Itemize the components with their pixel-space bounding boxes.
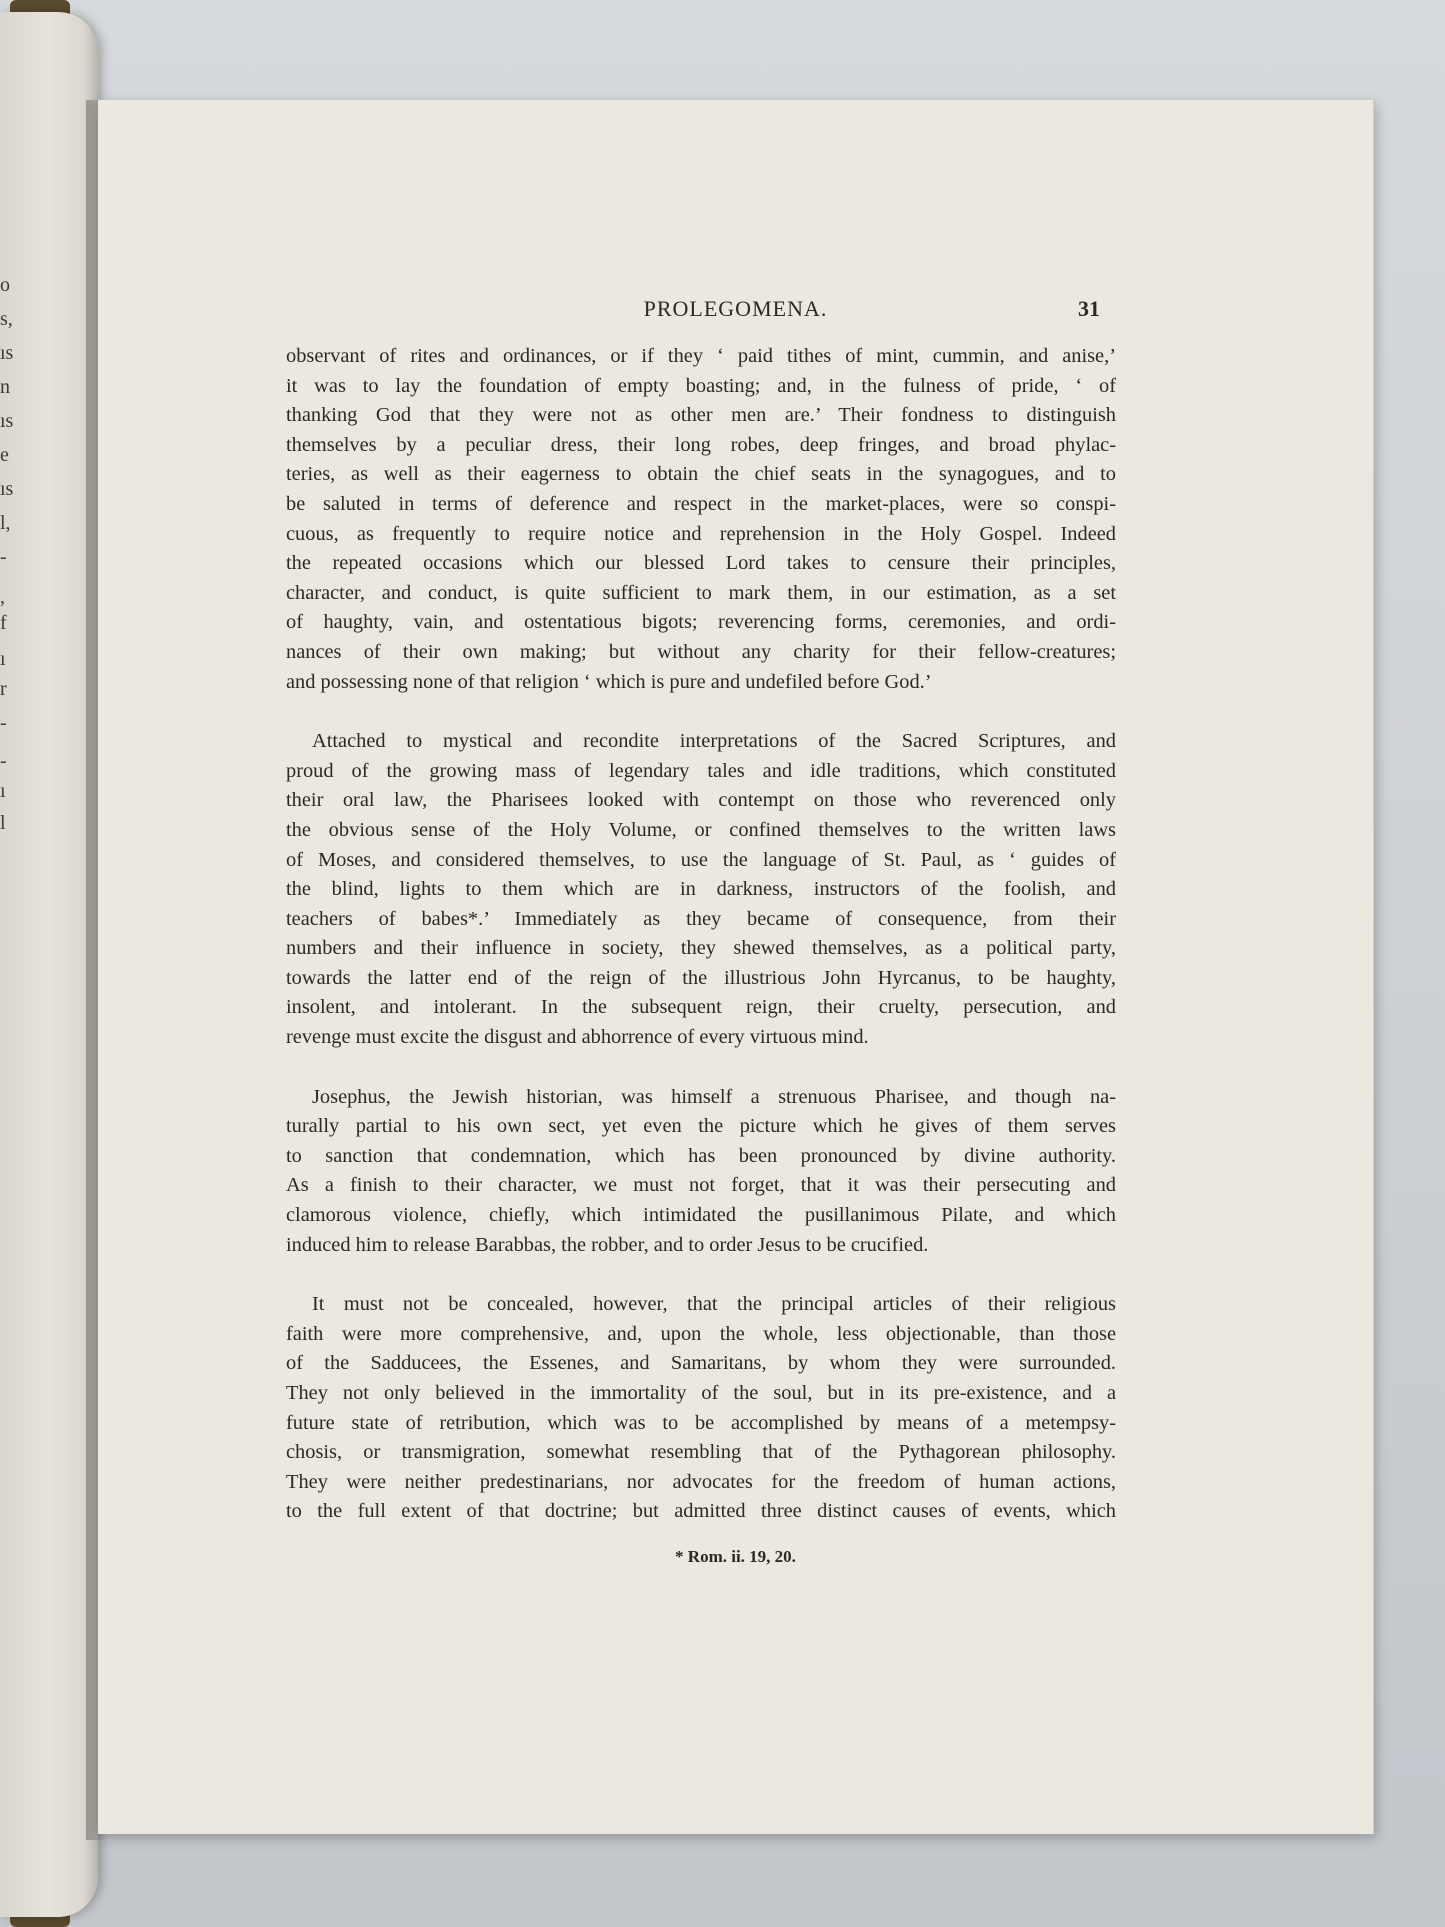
text-line: As a finish to their character, we must not forget, that it was their persecuting and (286, 1174, 1116, 1197)
text-line: the repeated occasions which our blessed Lord takes to censure their principles, (286, 552, 1116, 575)
text-line: it was to lay the foundation of empty boasting; and, in the fulness of pride, ‘ of (286, 374, 1116, 397)
edge-glyph: - (0, 712, 7, 734)
edge-glyph: e (0, 444, 9, 466)
paragraph-4 (286, 1290, 1116, 1527)
edge-glyph: , (0, 586, 5, 608)
text-line: to sanction that condemnation, which has been pronounced by divine authority. (286, 1144, 1116, 1167)
footnote: * Rom. ii. 19, 20. (675, 1547, 796, 1566)
paragraph-gap (286, 1053, 1116, 1083)
text-line: nances of their own making; but without any charity for their fellow-creatures; (286, 640, 1116, 663)
running-title: PROLEGOMENA. (643, 296, 828, 321)
book-page (98, 100, 1374, 1834)
text-line: and possessing none of that religion ‘ which is pure and undefiled before God.’ (286, 670, 932, 693)
edge-glyph: - (0, 546, 7, 568)
text-line: to the full extent of that doctrine; but admitted three distinct causes of events, which (286, 1500, 1116, 1523)
text-line: They not only believed in the immortality of the soul, but in its pre-existence, and a (286, 1382, 1116, 1404)
page-number: 31 (1078, 296, 1100, 321)
text-line: be saluted in terms of deference and respect in the market-places, were so conspi- (286, 492, 1116, 515)
edge-glyph: f (0, 612, 7, 634)
text-line: observant of rites and ordinances, or if they ‘ paid tithes of mint, cummin, and anise,’ (286, 345, 1116, 367)
text-line: the blind, lights to them which are in darkness, instructors of the foolish, and (286, 878, 1116, 901)
running-head (98, 296, 1373, 326)
text-line: turally partial to his own sect, yet even the picture which he gives of them serves (286, 1115, 1116, 1138)
text-line: They were neither predestinarians, nor advocates for the freedom of human actions, (286, 1470, 1116, 1493)
text-line: chosis, or transmigration, somewhat resembling that of the Pythagorean philosophy. (286, 1441, 1116, 1464)
paragraph-gap (286, 697, 1116, 727)
text-line: numbers and their influence in society, they shewed themselves, as a political party, (286, 937, 1116, 960)
edge-glyph: l, (0, 512, 11, 534)
edge-glyph: ı (0, 780, 6, 802)
text-line: revenge must excite the disgust and abhorrence of every virtuous mind. (286, 1026, 869, 1049)
body-text (286, 342, 1116, 1527)
edge-glyph: ı (0, 648, 6, 670)
text-line: themselves by a peculiar dress, their long robes, deep fringes, and broad phylac- (286, 433, 1116, 456)
text-line: of the Sadducees, the Essenes, and Samaritans, by whom they were surrounded. (286, 1352, 1116, 1375)
edge-glyph: r (0, 678, 7, 700)
text-line: the obvious sense of the Holy Volume, or confined themselves to the written laws (286, 818, 1116, 841)
text-line: thanking God that they were not as other men are.’ Their fondness to distinguish (286, 404, 1116, 427)
edge-glyph: - (0, 750, 7, 772)
text-line: towards the latter end of the reign of the illustrious John Hyrcanus, to be haughty, (286, 966, 1116, 989)
text-line: proud of the growing mass of legendary tales and idle traditions, which constituted (286, 759, 1116, 782)
text-line: cuous, as frequently to require notice and reprehension in the Holy Gospel. Indeed (286, 522, 1116, 545)
paragraph-gap (286, 1260, 1116, 1290)
text-line: of haughty, vain, and ostentatious bigots; reverencing forms, ceremonies, and ordi- (286, 611, 1116, 634)
edge-glyph: n (0, 376, 10, 398)
text-line: their oral law, the Pharisees looked with contempt on those who reverenced only (286, 789, 1116, 812)
text-line: character, and conduct, is quite sufficient to mark them, in our estimation, as a set (286, 581, 1116, 604)
paragraph-3 (286, 1083, 1116, 1261)
edge-glyph: ıs (0, 342, 14, 364)
edge-glyph: ıs (0, 410, 14, 432)
text-line: induced him to release Barabbas, the robber, and to order Jesus to be crucified. (286, 1233, 929, 1256)
edge-glyph: ıs (0, 478, 14, 500)
text-line: teachers of babes*.’ Immediately as they became of consequence, from their (286, 907, 1116, 930)
text-line: insolent, and intolerant. In the subsequent reign, their cruelty, persecution, and (286, 996, 1116, 1019)
text-line: faith were more comprehensive, and, upon the whole, less objectionable, than those (286, 1322, 1116, 1345)
text-line: future state of retribution, which was to be accomplished by means of a metempsy- (286, 1411, 1116, 1434)
text-line: of Moses, and considered themselves, to use the language of St. Paul, as ‘ guides of (286, 848, 1116, 871)
edge-glyph: s, (0, 308, 13, 330)
facing-page (0, 12, 98, 1917)
paragraph-1 (286, 342, 1116, 697)
edge-glyph: l (0, 812, 6, 834)
edge-glyph: o (0, 274, 10, 296)
paragraph-2 (286, 727, 1116, 1053)
text-line: clamorous violence, chiefly, which intimidated the pusillanimous Pilate, and which (286, 1204, 1116, 1227)
text-line: Attached to mystical and recondite interpretations of the Sacred Scriptures, and (312, 730, 1116, 753)
text-line: teries, as well as their eagerness to obtain the chief seats in the synagogues, and to (286, 463, 1116, 486)
text-line: It must not be concealed, however, that the principal articles of their religious (312, 1293, 1116, 1316)
text-line: Josephus, the Jewish historian, was himself a strenuous Pharisee, and though na- (312, 1085, 1116, 1108)
